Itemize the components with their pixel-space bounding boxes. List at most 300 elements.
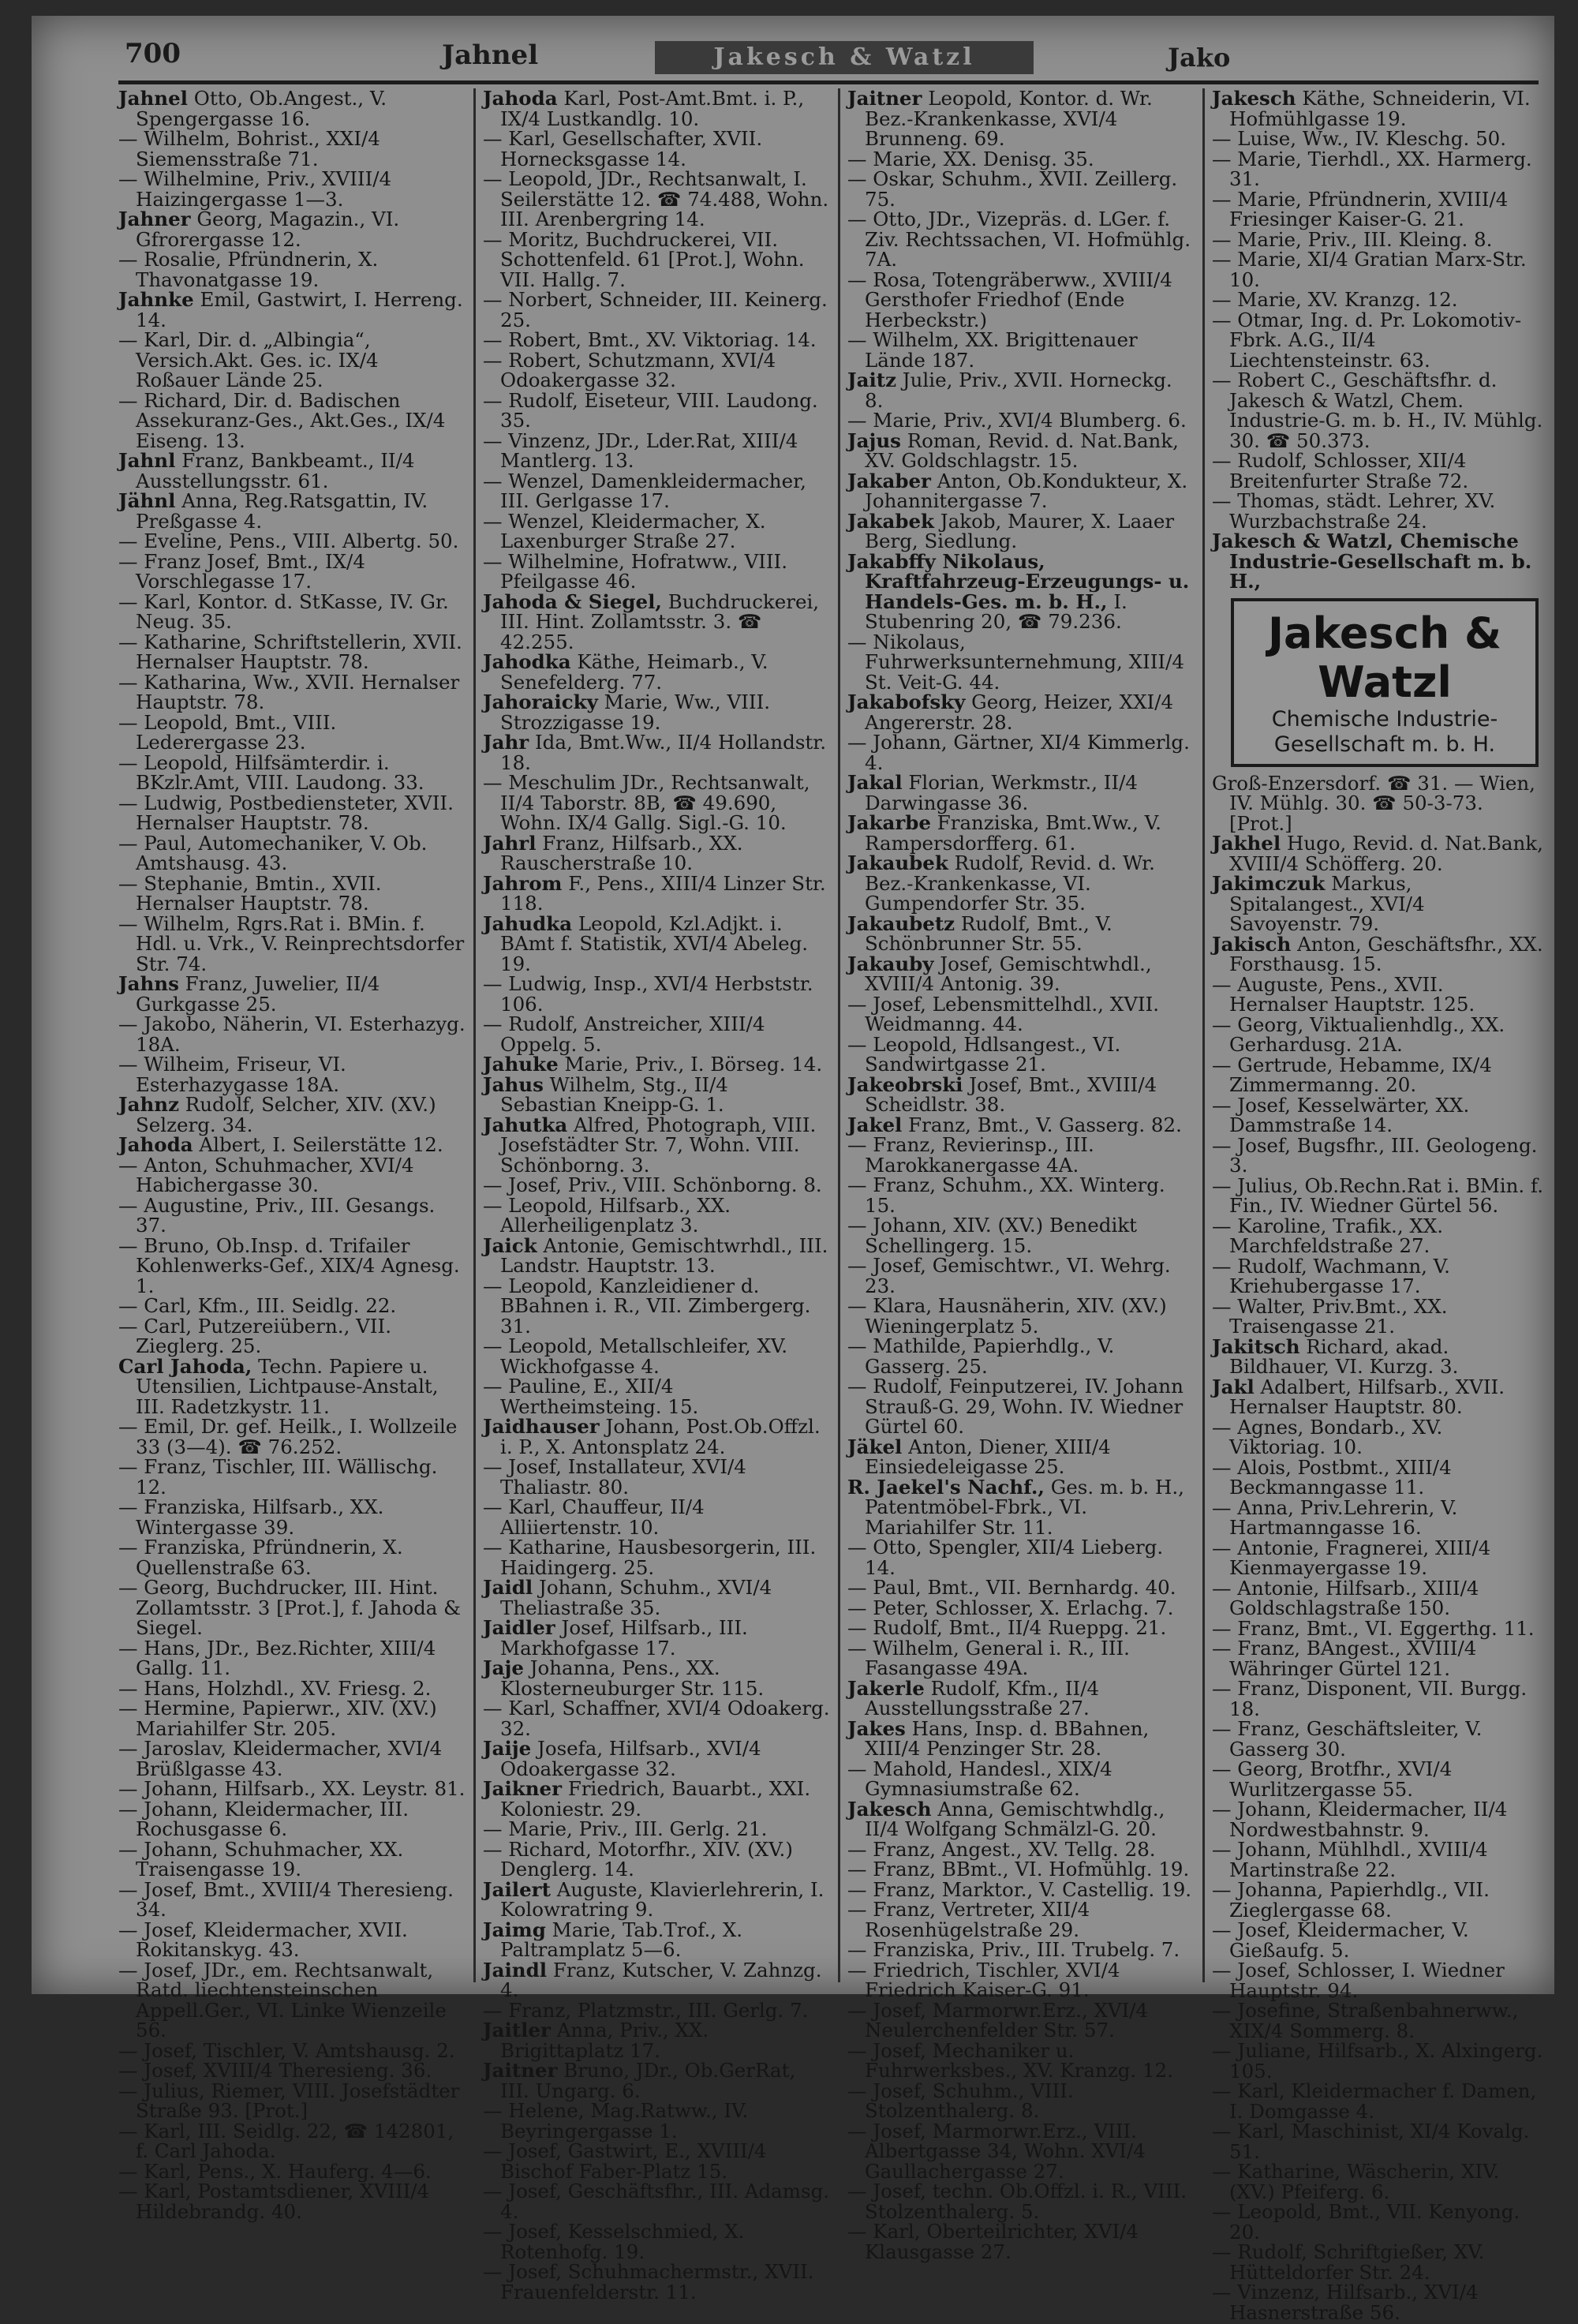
entry-details: — Vinzenz, JDr., Lder.Rat, XIII/4 Mantlerg. 13. (483, 428, 798, 472)
directory-entry (118, 1799, 466, 1839)
directory-entry (1212, 1719, 1543, 1759)
directory-entry (1212, 1616, 1543, 1640)
directory-entry (1212, 1839, 1543, 1880)
directory-entry (118, 549, 466, 593)
directory-entry (483, 1960, 830, 2000)
entry-details: — Josef, Kesselschmied, X. Rotenhofg. 19. (483, 2220, 745, 2263)
directory-entry (1212, 1012, 1543, 1056)
directory-entry (847, 1799, 1195, 1839)
entry-surname: Jakl (1212, 1375, 1255, 1398)
entry-details: — Josef, Priv., VIII. Schönborng. 8. (483, 1173, 822, 1196)
column-3 (847, 87, 1195, 2263)
entry-details: Johann, Schuhm., XVI/4 Theliastraße 35. (500, 1576, 772, 1619)
entry-details: Franz, Juwelier, II/4 Gurkgasse 25. (136, 972, 380, 1016)
header-rule (118, 80, 1539, 84)
entry-details: Hugo, Revid. d. Nat.Bank, XVIII/4 Schöfferg. 20. (1229, 832, 1543, 875)
directory-entry (483, 1577, 830, 1618)
entry-details: — Franz, BAngest., XVIII/4 Währinger Gürtel 121. (1212, 1637, 1477, 1680)
directory-entry (483, 974, 830, 1014)
entry-details: — Franz, Vertreter, XII/4 Rosenhügelstraße 29. (847, 1898, 1090, 1941)
entry-surname: Jakerle (847, 1676, 925, 1700)
entry-details: — Johann, Kleidermacher, III. Rochusgasse 6. (118, 1797, 409, 1840)
entry-details: Marie, Priv., I. Börseg. 14. (558, 1053, 823, 1076)
directory-entry (847, 88, 1195, 149)
directory-entry (1212, 290, 1543, 310)
column-4-upper (1212, 88, 1543, 592)
directory-entry (1212, 88, 1543, 129)
entry-details: Georg, Heizer, XXI/4 Angererstr. 28. (865, 690, 1174, 734)
directory-entry (483, 1819, 830, 1839)
entry-details: — Josef, Schlosser, I. Wiedner Hauptstr. 94. (1212, 1959, 1505, 2002)
entry-details: — Rudolf, Schlosser, XII/4 Breitenfurter Straße 72. (1212, 449, 1469, 492)
directory-entry (847, 1638, 1195, 1678)
entry-details: — Karl, Schaffner, XVI/4 Odoakerg. 32. (483, 1697, 830, 1740)
entry-details: — Rudolf, Schriftgießer, XV. Hütteldorfer Str. 24. (1212, 2240, 1485, 2284)
directory-entry (847, 632, 1195, 693)
entry-surname: Jaitner (847, 87, 922, 110)
entry-details: — Meschulim JDr., Rechtsanwalt, II/4 Taborstr. 8B, ☎ 49.690, Wohn. IX/4 Gallg. Sigl.-G. 10. (483, 771, 810, 834)
directory-entry (118, 1920, 466, 1960)
directory-entry (847, 1376, 1195, 1437)
directory-entry (847, 428, 1195, 472)
entry-details: — Oskar, Schuhm., XVII. Zeillerg. 75. (847, 167, 1178, 211)
directory-entry (847, 511, 1195, 552)
directory-entry (483, 388, 830, 432)
directory-entry (1212, 370, 1543, 451)
directory-entry (847, 1859, 1195, 1880)
entry-details: Wilhelm, Stg., II/4 Sebastian Kneipp-G. 1. (500, 1072, 728, 1116)
directory-entry (847, 1032, 1195, 1076)
entry-details: — Marie, Tierhdl., XX. Harmerg. 31. (1212, 147, 1532, 190)
entry-surname: Jaick (483, 1233, 537, 1257)
entry-details: — Norbert, Schneider, III. Keinerg. 25. (483, 288, 828, 331)
entry-details: Florian, Werkmstr., II/4 Darwingasse 36. (865, 771, 1138, 814)
entry-details: — Franz, Geschäftsleiter, V. Gasserg 30. (1212, 1717, 1483, 1761)
directory-entry (483, 1779, 830, 1819)
directory-entry (1212, 491, 1543, 531)
entry-details: — Mahold, Handesl., XIX/4 Gymnasiumstraße 62. (847, 1757, 1112, 1800)
entry-details: — Leopold, Hilfsarb., XX. Allerheiligenplatz 3. (483, 1193, 731, 1237)
entry-surname: Jakabek (847, 509, 935, 533)
directory-entry (118, 1155, 466, 1196)
entry-details: — Eveline, Pens., VIII. Albertg. 50. (118, 530, 459, 552)
entry-details: Buchdruckerei, III. Hint. Zollamtsstr. 3. ☎ 42.255. (500, 589, 820, 653)
entry-details: — Agnes, Bondarb., XV. Viktoriag. 10. (1212, 1415, 1443, 1458)
entry-details: — Marie, Priv., III. Gerlg. 21. (483, 1817, 768, 1840)
directory-entry (118, 1678, 466, 1699)
entry-details: — Josef, Kesselwärter, XX. Dammstraße 14. (1212, 1093, 1470, 1136)
directory-entry (483, 227, 830, 291)
entry-details: — Otto, JDr., Vizepräs. d. LGer. f. Ziv. Rechtssachen, VI. Hofmühlg. 7A. (847, 208, 1191, 271)
directory-entry (847, 1899, 1195, 1940)
entry-details: Anna, Priv., XX. Brigittaplatz 17. (500, 2019, 709, 2062)
entry-details: — Karl, Maschinist, XI/4 Kovalg. 51. (1212, 2120, 1530, 2163)
entry-details: — Johann, Kleidermacher, II/4 Nordwestbahnstr. 9. (1212, 1798, 1508, 1841)
entry-surname: Jahnke (118, 288, 194, 311)
directory-entry (847, 209, 1195, 270)
advertisement-box (1231, 598, 1539, 767)
entry-details: — Stephanie, Bmtin., XVII. Hernalser Hauptstr. 78. (118, 871, 382, 915)
directory-entry (1212, 2081, 1543, 2121)
directory-entry (847, 410, 1195, 431)
entry-details: — Bruno, Ob.Insp. d. Trifailer Kohlenwerks-Gef., XIX/4 Agnesg. 1. (118, 1233, 460, 1297)
directory-entry (847, 270, 1195, 331)
entry-surname: Jailert (483, 1877, 551, 1901)
entry-details: — Karl, Dir. d. „Albingia“, Versich.Akt. Ges. ic. IX/4 Roßauer Lände 25. (118, 328, 379, 391)
entry-details: — Marie, XX. Denisg. 35. (847, 147, 1094, 170)
directory-entry (118, 1416, 466, 1457)
entry-details: — Karl, Kontor. d. StKasse, IV. Gr. Neug. 35. (118, 589, 449, 633)
directory-entry (118, 388, 466, 452)
directory-entry (483, 2141, 830, 2181)
directory-entry (118, 2121, 466, 2161)
entry-surname: Jakel (847, 1113, 903, 1136)
directory-entry (1212, 1417, 1543, 1458)
entry-details: Otto, Ob.Angest., V. Spengergasse 16. (136, 87, 387, 130)
entry-details: Anna, Gemischtwhdlg., II/4 Wolfgang Schmälzl-G. 20. (865, 1797, 1165, 1840)
directory-entry (483, 1072, 830, 1116)
entry-details: — Marie, XI/4 Gratian Marx-Str. 10. (1212, 248, 1527, 291)
entry-details: Anton, Geschäftsfhr., XX. Forsthausg. 15. (1229, 932, 1543, 975)
header-last-entry: Jako (1168, 43, 1231, 73)
entry-details: Friedrich, Bauarbt., XXI. Koloniestr. 29. (500, 1777, 811, 1821)
directory-entry (847, 1759, 1195, 1799)
entry-details: — Robert C., Geschäftsfhr. d. Jakesch & Watzl, Chem. Industrie-G. m. b. H., IV. Mühlg. 30. ☎ 50.373. (1212, 369, 1543, 452)
entry-details: — Carl, Putzereiübern., VII. Zieglerg. 25. (118, 1314, 391, 1357)
entry-details: Rudolf, Selcher, XIV. (XV.) Selzerg. 34. (136, 1093, 436, 1136)
entry-surname: Jahr (483, 731, 529, 754)
entry-details: Techn. Papiere u. Utensilien, Lichtpause-Anstalt, III. Radetzkystr. 11. (136, 1354, 439, 1418)
entry-details: — Johann, Gärtner, XI/4 Kimmerlg. 4. (847, 731, 1190, 774)
directory-entry (1212, 149, 1543, 189)
directory-entry (847, 773, 1195, 813)
directory-entry (118, 632, 466, 672)
entry-details: — Josef, Marmorwr.Erz., XVI/4 Neulerchenfelder Str. 57. (847, 1998, 1149, 2041)
entry-details: — Antonie, Hilfsarb., XIII/4 Goldschlagstraße 150. (1212, 1576, 1479, 1619)
entry-details: — Karl, Oberteilrichter, XVI/4 Klausgasse 27. (847, 2220, 1139, 2263)
entry-details: — Marie, Priv., III. Kleing. 8. (1212, 227, 1493, 251)
directory-entry (483, 88, 830, 129)
entry-surname: Jäkel (847, 1435, 903, 1458)
directory-entry (483, 1336, 830, 1376)
entry-details: — Franz Josef, Bmt., IX/4 Vorschlegasse 17. (118, 549, 365, 593)
entry-details: Leopold, Kzl.Adjkt. i. BAmt f. Statistik, XVI/4 Abeleg. 19. (500, 911, 809, 975)
entry-details: — Robert, Bmt., XV. Viktoriag. 14. (483, 328, 817, 351)
directory-entry (483, 692, 830, 732)
directory-entry (483, 1115, 830, 1176)
directory-entry (1212, 773, 1543, 834)
directory-entry (483, 833, 830, 874)
entry-details: — Karl, Gesellschafter, XVII. Hornecksgasse 14. (483, 127, 763, 170)
entry-details: — Rosalie, Pfründnerin, X. Thavonatgasse 19. (118, 248, 379, 291)
entry-details: F., Pens., XIII/4 Linzer Str. 118. (500, 871, 826, 915)
directory-entry (847, 471, 1195, 511)
entry-surname: Jaitz (847, 369, 897, 391)
directory-entry (118, 1738, 466, 1779)
entry-details: Anna, Reg.Ratsgattin, IV. Preßgasse 4. (136, 489, 428, 533)
directory-entry (483, 1376, 830, 1416)
entry-details: Albert, I. Seilerstätte 12. (193, 1133, 443, 1156)
entry-details: — Otto, Spengler, XII/4 Lieberg. 14. (847, 1536, 1164, 1579)
column-divider (473, 88, 476, 1982)
directory-entry (118, 1577, 466, 1638)
entry-details: — Ludwig, Insp., XVI/4 Herbststr. 106. (483, 972, 813, 1016)
entry-surname: Jaidhauser (483, 1415, 600, 1438)
entry-details: — Josef, Lebensmittelhdl., XVII. Weidmanng. 44. (847, 992, 1160, 1035)
entry-surname: Jakeobrski (847, 1072, 963, 1096)
entry-details: — Alois, Postbmt., XIII/4 Beckmanngasse 11. (1212, 1455, 1452, 1499)
entry-surname: Jakauby (847, 952, 934, 975)
column-1 (118, 87, 466, 2223)
directory-entry (847, 370, 1195, 410)
entry-details: — Josef, Bugsfhr., III. Geologeng. 3. (1212, 1133, 1538, 1177)
directory-entry (483, 2060, 830, 2101)
entry-details: — Paul, Automechaniker, V. Ob. Amtshausg. 43. (118, 831, 428, 874)
entry-surname: Jahoraicky (483, 690, 598, 713)
column-4-lower (1212, 773, 1543, 2323)
entry-details: Marie, Ww., VIII. Strozzigasse 19. (500, 690, 771, 734)
entry-details: — Otmar, Ing. d. Pr. Lokomotiv-Fbrk. A.G., II/4 Liechtensteinstr. 63. (1212, 308, 1522, 372)
directory-entry (847, 1175, 1195, 1215)
directory-entry (847, 1940, 1195, 1960)
entry-details: Josefa, Hilfsarb., XVI/4 Odoakergasse 32. (500, 1737, 761, 1780)
directory-entry (847, 1135, 1195, 1175)
entry-details: Josef, Bmt., XVIII/4 Scheidlstr. 38. (865, 1072, 1157, 1116)
entry-details: — Hans, JDr., Bez.Richter, XIII/4 Gallg. 11. (118, 1636, 436, 1679)
directory-entry (1212, 1216, 1543, 1256)
directory-entry (1212, 249, 1543, 290)
entry-details: — Franz, Angest., XV. Tellg. 28. (847, 1837, 1156, 1861)
directory-entry (118, 1095, 466, 1135)
entry-details: — Wilhelm, Bohrist., XXI/4 Siemensstraße 71. (118, 127, 380, 170)
directory-entry (1212, 1173, 1543, 1217)
directory-entry (483, 911, 830, 975)
directory-entry (118, 750, 466, 794)
directory-entry (847, 1437, 1195, 1477)
entry-details: — Moritz, Buchdruckerei, VII. Schottenfeld. 61 [Prot.], Wohn. VII. Hallg. 7. (483, 227, 805, 291)
directory-entry (118, 129, 466, 169)
entry-details: — Walter, Priv.Bmt., XX. Traisengasse 21. (1212, 1294, 1448, 1338)
entry-surname: Jähnl (118, 489, 176, 512)
entry-surname: Jakitsch (1212, 1334, 1300, 1358)
directory-entry (118, 1497, 466, 1537)
directory-entry (847, 2038, 1195, 2082)
directory-entry (118, 290, 466, 330)
entry-details: — Antonie, Fragnerei, XIII/4 Kienmayergasse 19. (1212, 1536, 1491, 1579)
directory-entry (847, 2221, 1195, 2262)
directory-entry (483, 1233, 830, 1277)
directory-entry (1212, 189, 1543, 230)
entry-details: — Luise, Ww., IV. Kleschg. 50. (1212, 127, 1507, 150)
directory-entry (1212, 1920, 1543, 1960)
entry-surname: Jahner (118, 208, 191, 230)
directory-entry (847, 1877, 1195, 1901)
entry-details: — Josef, Geschäftsfhr., III. Adamsg. 4. (483, 2180, 830, 2223)
entry-details: Auguste, Klavierlehrerin, I. Kolowratring 9. (500, 1877, 825, 1921)
entry-details: — Julius, Ob.Rechn.Rat i. BMin. f. Fin., IV. Wiedner Gürtel 56. (1212, 1173, 1543, 1217)
directory-entry (118, 491, 466, 531)
directory-entry (1212, 972, 1543, 1016)
entry-details: — Rosa, Totengräberww., XVIII/4 Gersthofer Friedhof (Ende Herbeckstr.) (847, 268, 1172, 331)
entry-surname: Carl Jahoda, (118, 1354, 252, 1378)
entry-details: — Hermine, Papierwr., XIV. (XV.) Mariahilfer Str. 205. (118, 1697, 437, 1740)
directory-entry (118, 1457, 466, 1497)
entry-details: — Franziska, Pfründnerin, X. Quellenstraße 63. (118, 1536, 403, 1579)
entry-details: Rudolf, Bmt., V. Schönbrunner Str. 55. (865, 911, 1112, 955)
entry-details: Franz, Bankbeamt., II/4 Ausstellungsstr. 61. (136, 449, 415, 492)
column-divider (1202, 88, 1205, 1982)
entry-details: — Hans, Holzhdl., XV. Friesg. 2. (118, 1676, 432, 1700)
directory-entry (1212, 310, 1543, 371)
directory-entry (1212, 874, 1543, 934)
directory-entry (118, 169, 466, 209)
directory-entry (483, 1537, 830, 1577)
entry-details: — Rudolf, Bmt., II/4 Rueppg. 21. (847, 1616, 1167, 1639)
entry-details: Käthe, Schneiderin, VI. Hofmühlgasse 19. (1229, 87, 1531, 130)
entry-details: — Leopold, Bmt., VII. Kenyong. 20. (1212, 2200, 1520, 2244)
entry-surname: Jahrl (483, 831, 537, 855)
entry-details: Franziska, Bmt.Ww., V. Rampersdorfferg. 61. (865, 811, 1161, 855)
directory-entry (483, 871, 830, 915)
entry-details: Rudolf, Revid. d. Wr. Bez.-Krankenkasse, VI. Gumpendorfer Str. 35. (865, 851, 1155, 915)
directory-entry (847, 1960, 1195, 2000)
directory-entry (483, 511, 830, 552)
directory-entry (1212, 1880, 1543, 1920)
directory-entry (847, 853, 1195, 914)
directory-entry (483, 732, 830, 773)
entry-details: — Franz, Platzmstr., III. Gerlg. 7. (483, 1998, 809, 2022)
entry-details: — Josefine, Straßenbahnerww., XIX/4 Sommerg. 8. (1212, 1999, 1519, 2042)
directory-entry (1212, 2282, 1543, 2322)
entry-details: — Josef, Mechaniker u. Fuhrwerksbes., XV. Kranzg. 12. (847, 2038, 1173, 2082)
directory-entry (1212, 1495, 1543, 1539)
entry-surname: Jaije (483, 1737, 532, 1760)
entry-details: — Karl, Kleidermacher f. Damen, I. Domgasse 4. (1212, 2079, 1537, 2123)
directory-entry (118, 451, 466, 491)
entry-details: — Karl, Pens., X. Hauferg. 4—6. (118, 2159, 432, 2183)
page-number: 700 (125, 38, 181, 69)
entry-details: — Katharine, Schriftstellerin, XVII. Hernalser Hauptstr. 78. (118, 630, 462, 673)
entry-surname: Jakes (847, 1716, 906, 1740)
directory-entry (118, 672, 466, 713)
directory-entry (847, 1296, 1195, 1336)
directory-entry (847, 2081, 1195, 2121)
entry-details: — Pauline, E., XII/4 Wertheimsteing. 15. (483, 1375, 699, 1418)
entry-surname: Jaidl (483, 1576, 533, 1599)
entry-details: — Thomas, städt. Lehrer, XV. Wurzbachstraße 24. (1212, 489, 1496, 533)
entry-surname: Jaimg (483, 1918, 546, 1941)
directory-entry (847, 732, 1195, 773)
directory-entry (847, 2000, 1195, 2041)
directory-entry (118, 2060, 466, 2081)
directory-entry (847, 149, 1195, 170)
entry-details: — Paul, Bmt., VII. Bernhardg. 40. (847, 1576, 1176, 1599)
entry-details: — Wilhelm, General i. R., III. Fasangasse 49A. (847, 1636, 1130, 1679)
directory-entry (483, 2020, 830, 2060)
directory-entry (483, 1193, 830, 1237)
directory-entry (483, 2221, 830, 2262)
entry-details: — Robert, Schutzmann, XVI/4 Odoakergasse 32. (483, 348, 776, 391)
directory-entry (1212, 129, 1543, 149)
entry-surname: Jaitner (483, 2059, 558, 2082)
directory-entry (118, 871, 466, 915)
directory-entry (118, 833, 466, 874)
directory-entry (118, 249, 466, 290)
directory-entry (483, 169, 830, 230)
entry-surname: Jahutka (483, 1113, 568, 1136)
directory-entry (847, 1618, 1195, 1638)
header-banner: Jakesch & Watzl (655, 41, 1034, 74)
entry-details: — Johann, XIV. (XV.) Benedikt Schellingerg. 15. (847, 1214, 1138, 1257)
entry-details: — Wenzel, Damenkleidermacher, III. Gerlgasse 17. (483, 469, 806, 512)
entry-details: — Peter, Schlosser, X. Erlachg. 7. (847, 1596, 1174, 1619)
entry-details: Hans, Insp. d. BBahnen, XIII/4 Penzinger Str. 28. (865, 1716, 1150, 1760)
entry-details: Johanna, Pens., XX. Klosterneuburger Str. 115. (500, 1656, 765, 1700)
entry-details: — Julius, Riemer, VIII. Josefstädter Straße 93. [Prot.] (118, 2079, 460, 2122)
entry-details: — Wilhelm, Rgrs.Rat i. BMin. f. Hdl. u. Vrk., V. Reinprechtsdorfer Str. 74. (118, 911, 465, 975)
directory-entry (1212, 1678, 1543, 1719)
entry-details: — Georg, Viktualienhdlg., XX. Gerhardusg. 21A. (1212, 1012, 1505, 1056)
entry-details: Groß-Enzersdorf. ☎ 31. — Wien, IV. Mühlg. 30. ☎ 50-3-73. [Prot.] (1212, 771, 1535, 835)
entry-details: — Josef, XVIII/4 Theresieng. 36. (118, 2059, 432, 2082)
directory-entry (1212, 2000, 1543, 2041)
entry-details: Jakob, Maurer, X. Laaer Berg, Siedlung. (865, 509, 1175, 552)
entry-details: — Wenzel, Kleidermacher, X. Laxenburger Straße 27. (483, 509, 766, 552)
directory-entry (1212, 2202, 1543, 2242)
entry-details: — Rudolf, Wachmann, V. Kriehubergasse 17. (1212, 1254, 1450, 1297)
entry-details: — Leopold, Bmt., VIII. Lederergasse 23. (118, 710, 337, 754)
directory-entry (118, 1054, 466, 1095)
entry-details: — Klara, Hausnäherin, XIV. (XV.) Wieningerplatz 5. (847, 1294, 1167, 1338)
entry-details: — Karoline, Trafik., XX. Marchfeldstraße 27. (1212, 1214, 1444, 1257)
entry-details: Käthe, Heimarb., V. Senefelderg. 77. (500, 650, 768, 694)
entry-surname: Jakhel (1212, 832, 1281, 855)
directory-entry (847, 1577, 1195, 1598)
entry-details: — Richard, Dir. d. Badischen Assekuranz-Ges., Akt.Ges., IX/4 Eiseng. 13. (118, 388, 446, 452)
directory-entry (118, 1698, 466, 1738)
directory-entry (847, 994, 1195, 1035)
entry-details: — Johanna, Papierhdlg., VII. Zieglergasse 68. (1212, 1878, 1490, 1922)
directory-entry (118, 1839, 466, 1880)
entry-surname: Jakesch (847, 1797, 932, 1821)
entry-surname: Jakesch (1212, 87, 1296, 110)
entry-details: — Josef, Schuhmachermstr., XVII. Frauenfelderstr. 11. (483, 2260, 814, 2303)
directory-entry (847, 692, 1195, 732)
directory-entry (1212, 2161, 1543, 2202)
entry-surname: Jahnz (118, 1093, 180, 1116)
ad-line-1: Chemische Industrie- (1271, 706, 1498, 732)
directory-entry (118, 793, 466, 833)
entry-details: — Josef, Marmorwr.Erz., VIII. Albertgasse 34, Wohn. XVI/4 Gaullachergasse 27. (847, 2119, 1146, 2183)
entry-surname: Jakaubek (847, 851, 948, 874)
directory-entry (483, 1497, 830, 1537)
column-divider (838, 88, 840, 1982)
directory-entry (118, 1779, 466, 1799)
entry-details: — Friedrich, Tischler, XVI/4 Friedrich Kaiser-G. 91. (847, 1958, 1120, 2001)
entry-details: — Franz, Tischler, III. Wällischg. 12. (118, 1455, 438, 1499)
entry-details: — Leopold, Hdlsangest., VI. Sandwirtgasse 21. (847, 1032, 1121, 1076)
header-first-entry: Jahnel (442, 39, 539, 71)
directory-entry (1212, 1334, 1543, 1378)
entry-details: — Richard, Motorfhr., XIV. (XV.) Denglerg. 14. (483, 1837, 793, 1881)
entry-details: Roman, Revid. d. Nat.Bank, XV. Goldschlagstr. 15. (865, 428, 1179, 472)
directory-entry (483, 1877, 830, 1921)
directory-entry (483, 330, 830, 350)
directory-entry (1212, 1799, 1543, 1839)
directory-entry (118, 974, 466, 1014)
directory-entry (118, 1638, 466, 1678)
directory-entry (118, 330, 466, 391)
